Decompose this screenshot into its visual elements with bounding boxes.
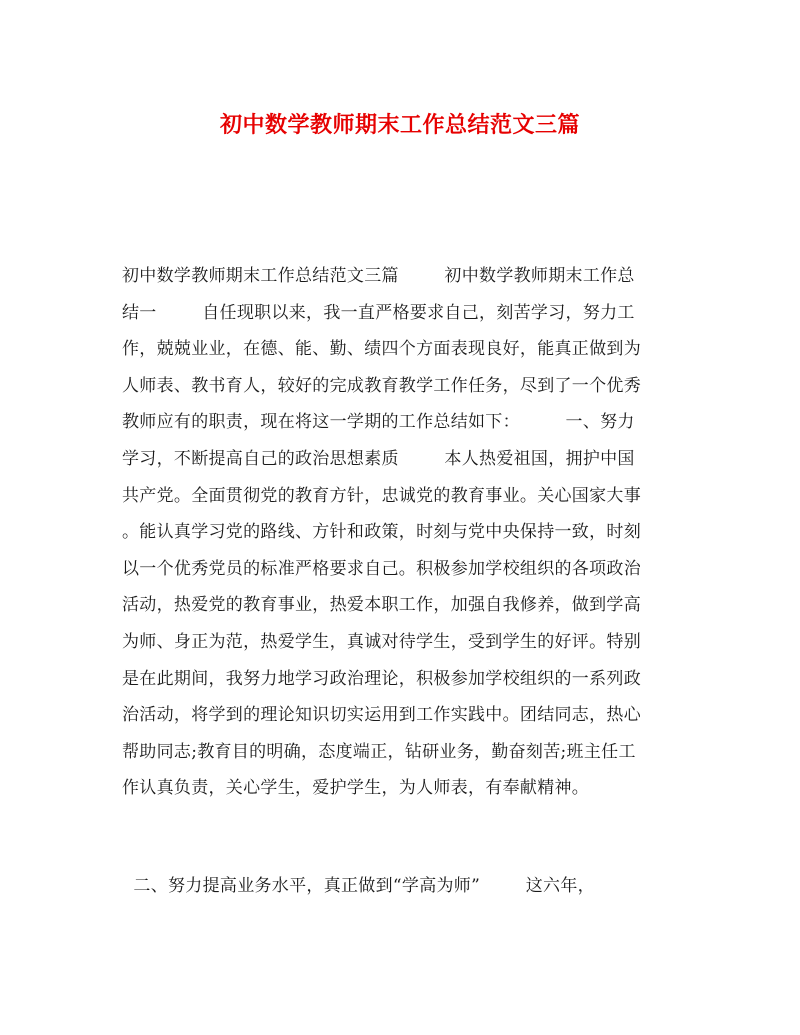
text-line: 以一个优秀党员的标准严格要求自己。积极参加学校组织的各项政治: [122, 558, 641, 579]
text-line: 。能认真学习党的路线、方针和政策，时刻与党中央保持一致，时刻: [122, 522, 641, 543]
text-line: 共产党。全面贯彻党的教育方针，忠诚党的教育事业。关心国家大事: [122, 485, 641, 506]
text-line: 学习，不断提高自己的政治思想素质 本人热爱祖国，拥护中国: [122, 448, 635, 469]
text-line: 教师应有的职责，现在将这一学期的工作总结如下： 一、努力: [122, 412, 635, 433]
text-line: 作，兢兢业业，在德、能、勤、绩四个方面表现良好，能真正做到为: [122, 339, 641, 360]
text-line: 帮助同志;教育目的明确，态度端正，钻研业务，勤奋刻苦;班主任工: [122, 741, 636, 762]
text-line: 初中数学教师期末工作总结范文三篇 初中数学教师期末工作总: [122, 266, 635, 286]
text-line: 结一 自任现职以来，我一直严格要求自己，刻苦学习，努力工: [122, 302, 635, 323]
body-paragraph-2: 二、努力提高业务水平，真正做到“学高为师” 这六年，: [122, 876, 595, 896]
text-line: 作认真负责，关心学生，爱护学生，为人师表，有奉献精神。: [122, 778, 590, 799]
text-line: 为师、身正为范，热爱学生，真诚对待学生，受到学生的好评。特别: [122, 631, 641, 652]
text-line: 是在此期间，我努力地学习政治理论，积极参加学校组织的一系列政: [122, 668, 641, 689]
text-line: 治活动，将学到的理论知识切实运用到工作实践中。团结同志，热心: [122, 705, 641, 726]
text-line: 活动，热爱党的教育事业，热爱本职工作，加强自我修养，做到学高: [122, 595, 641, 616]
document-title: 初中数学教师期末工作总结范文三篇: [219, 112, 580, 138]
body-paragraph-1: [122, 258, 682, 807]
text-line: 人师表、教书育人，较好的完成教育教学工作任务，尽到了一个优秀: [122, 375, 641, 396]
